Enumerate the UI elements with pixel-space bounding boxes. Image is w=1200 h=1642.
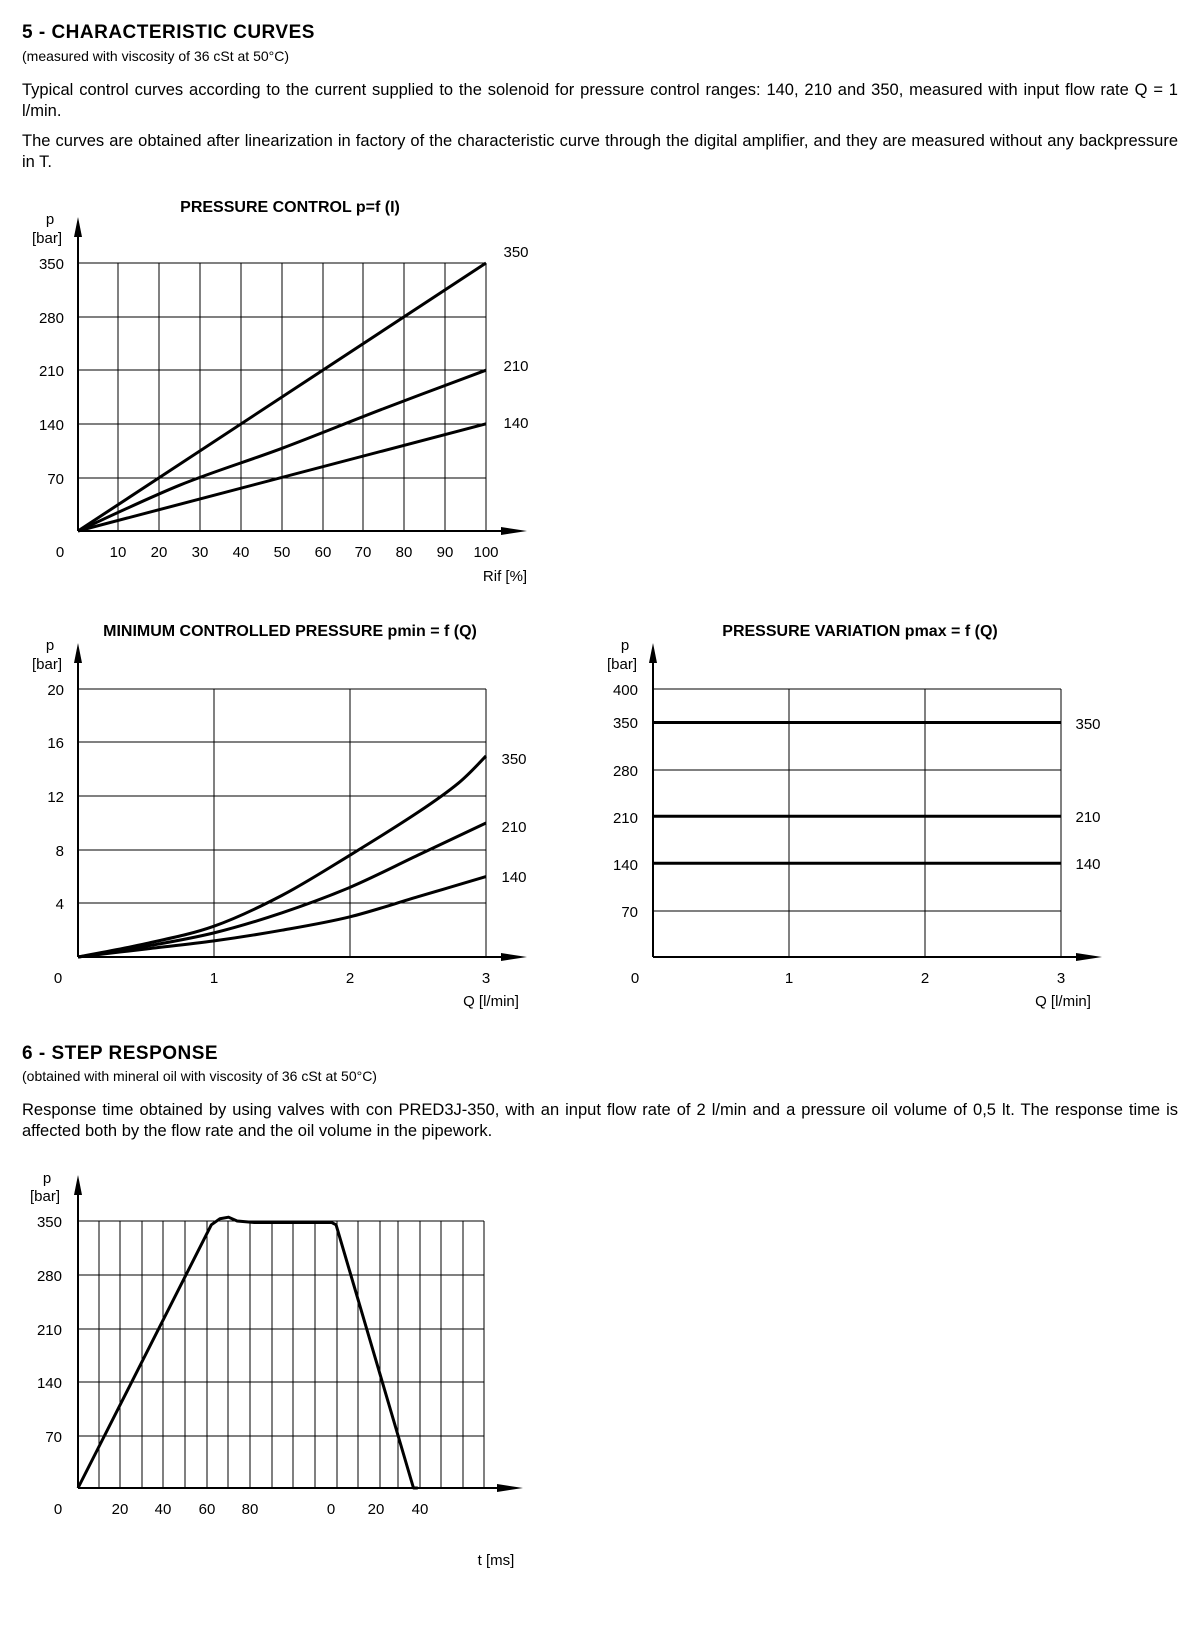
min-pressure-x-axis-arrow <box>501 953 527 961</box>
min-pressure-ylabel-unit: [bar] <box>31 656 63 673</box>
section-5-subtitle: (measured with viscosity of 36 cSt at 50°C) <box>22 48 290 64</box>
pressure-variation-xlabel: Q [l/min] <box>1035 993 1091 1010</box>
step-response-ytick-label: 210 <box>36 1322 62 1339</box>
step-response-x-axis-arrow <box>497 1484 523 1492</box>
pressure-control-y-axis-arrow <box>74 217 82 237</box>
pressure-control-xtick-label: 10 <box>109 544 127 561</box>
min-pressure-series-210-line <box>78 823 486 957</box>
min-pressure-ylabel-symbol: p <box>45 637 55 654</box>
min-pressure-origin-label: 0 <box>53 970 63 987</box>
pressure-variation-ytick-label: 70 <box>621 904 638 921</box>
pressure-control-origin-label: 0 <box>55 544 65 561</box>
pressure-control-xtick-label: 50 <box>273 544 291 561</box>
pressure-variation-chart <box>600 615 1200 1025</box>
step-response-xtick-label: 20 <box>367 1501 385 1518</box>
pressure-control-xtick-label: 60 <box>314 544 332 561</box>
step-response-xtick-label: 20 <box>111 1501 129 1518</box>
pressure-variation-ylabel-unit: [bar] <box>606 656 638 673</box>
pressure-control-ytick-label: 70 <box>47 471 64 488</box>
pressure-variation-xtick-label: 2 <box>920 970 930 987</box>
pressure-variation-ytick-label: 140 <box>612 857 638 874</box>
min-pressure-xtick-label: 2 <box>345 970 355 987</box>
min-pressure-ytick-label: 20 <box>47 682 64 699</box>
step-response-y-axis-arrow <box>74 1175 82 1195</box>
min-pressure-xtick-label: 1 <box>209 970 219 987</box>
min-pressure-series-210-label: 210 <box>501 819 527 836</box>
step-response-ytick-label: 140 <box>36 1375 62 1392</box>
pressure-control-xtick-label: 40 <box>232 544 250 561</box>
section-5-paragraph-2: The curves are obtained after linearization in factory of the characteristic curve through the digital amplifier, and they are measured without any backpressure in T. <box>22 132 1178 171</box>
min-pressure-ytick-label: 8 <box>55 843 64 860</box>
pressure-variation-xtick-label: 1 <box>784 970 794 987</box>
step-response-ytick-label: 350 <box>36 1214 62 1231</box>
min-pressure-title: MINIMUM CONTROLLED PRESSURE pmin = f (Q) <box>103 623 477 640</box>
pressure-variation-ytick-label: 350 <box>612 715 638 732</box>
step-response-ytick-label: 280 <box>36 1268 62 1285</box>
step-response-ylabel-symbol: p <box>42 1170 52 1187</box>
min-pressure-ytick-label: 4 <box>55 896 64 913</box>
min-pressure-series-350-line <box>78 756 486 957</box>
pressure-variation-series-350-label: 350 <box>1075 716 1101 733</box>
pressure-control-ytick-label: 350 <box>38 256 64 273</box>
pressure-control-ytick-label: 210 <box>38 363 64 380</box>
min-pressure-ytick-label: 16 <box>47 735 64 752</box>
step-response-chart <box>0 1165 600 1615</box>
pressure-control-ylabel-symbol: p <box>45 211 55 228</box>
section-6-title: 6 - STEP RESPONSE <box>22 1043 219 1064</box>
step-response-series-step-line <box>78 1217 418 1488</box>
step-response-origin-label: 0 <box>53 1501 63 1518</box>
min-pressure-xtick-label: 3 <box>481 970 491 987</box>
pressure-control-xtick-label: 20 <box>150 544 168 561</box>
pressure-control-series-210-label: 210 <box>503 358 529 375</box>
pressure-variation-title: PRESSURE VARIATION pmax = f (Q) <box>722 623 998 640</box>
min-pressure-y-axis-arrow <box>74 643 82 663</box>
step-response-xtick-label: 80 <box>241 1501 259 1518</box>
pressure-control-xtick-label: 70 <box>354 544 372 561</box>
step-response-xtick-label: 0 <box>326 1501 336 1518</box>
step-response-xtick-label: 40 <box>411 1501 429 1518</box>
pressure-variation-series-210-label: 210 <box>1075 809 1101 826</box>
min-pressure-series-140-label: 140 <box>501 869 527 886</box>
pressure-control-x-axis-arrow <box>501 527 527 535</box>
pressure-control-ytick-label: 280 <box>38 310 64 327</box>
pressure-control-ylabel-unit: [bar] <box>31 230 63 247</box>
pressure-control-ytick-label: 140 <box>38 417 64 434</box>
pressure-variation-ylabel-symbol: p <box>620 637 630 654</box>
section-6-subtitle: (obtained with mineral oil with viscosity of 36 cSt at 50°C) <box>22 1068 377 1084</box>
pressure-variation-ytick-label: 210 <box>612 810 638 827</box>
pressure-variation-ytick-label: 400 <box>612 682 638 699</box>
pressure-control-chart <box>0 190 600 590</box>
step-response-ytick-label: 70 <box>45 1429 62 1446</box>
pressure-control-xtick-label: 90 <box>436 544 454 561</box>
pressure-variation-x-axis-arrow <box>1076 953 1102 961</box>
pressure-control-xtick-label: 30 <box>191 544 209 561</box>
pressure-control-xtick-label: 100 <box>473 544 499 561</box>
step-response-xtick-label: 40 <box>154 1501 172 1518</box>
section-6-paragraph: Response time obtained by using valves with con PRED3J-350, with an input flow rate of 2 l/min and a pressure oil volume of 0,5 lt. The response time is affected both by the flow rate and the oil volume in the pipework. <box>22 1101 1178 1140</box>
min-pressure-ytick-label: 12 <box>47 789 64 806</box>
section-5-paragraph-1: Typical control curves according to the current supplied to the solenoid for pressure control ranges: 140, 210 and 350, measured with input flow rate Q = 1 l/min. <box>22 81 1178 120</box>
step-response-xlabel: t [ms] <box>477 1552 515 1569</box>
pressure-variation-ytick-label: 280 <box>612 763 638 780</box>
step-response-ylabel-unit: [bar] <box>29 1188 61 1205</box>
pressure-control-xlabel: Rif [%] <box>482 568 528 585</box>
pressure-variation-series-140-label: 140 <box>1075 856 1101 873</box>
pressure-control-series-350-label: 350 <box>503 244 529 261</box>
pressure-control-title: PRESSURE CONTROL p=f (I) <box>180 199 400 216</box>
min-pressure-series-350-label: 350 <box>501 751 527 768</box>
minimum-controlled-pressure-chart <box>0 615 600 1025</box>
pressure-variation-xtick-label: 3 <box>1056 970 1066 987</box>
section-5-title: 5 - CHARACTERISTIC CURVES <box>22 22 315 43</box>
pressure-control-xtick-label: 80 <box>395 544 413 561</box>
pressure-variation-origin-label: 0 <box>630 970 640 987</box>
pressure-variation-y-axis-arrow <box>649 643 657 663</box>
pressure-control-series-140-label: 140 <box>503 415 529 432</box>
min-pressure-xlabel: Q [l/min] <box>463 993 519 1010</box>
step-response-xtick-label: 60 <box>198 1501 216 1518</box>
